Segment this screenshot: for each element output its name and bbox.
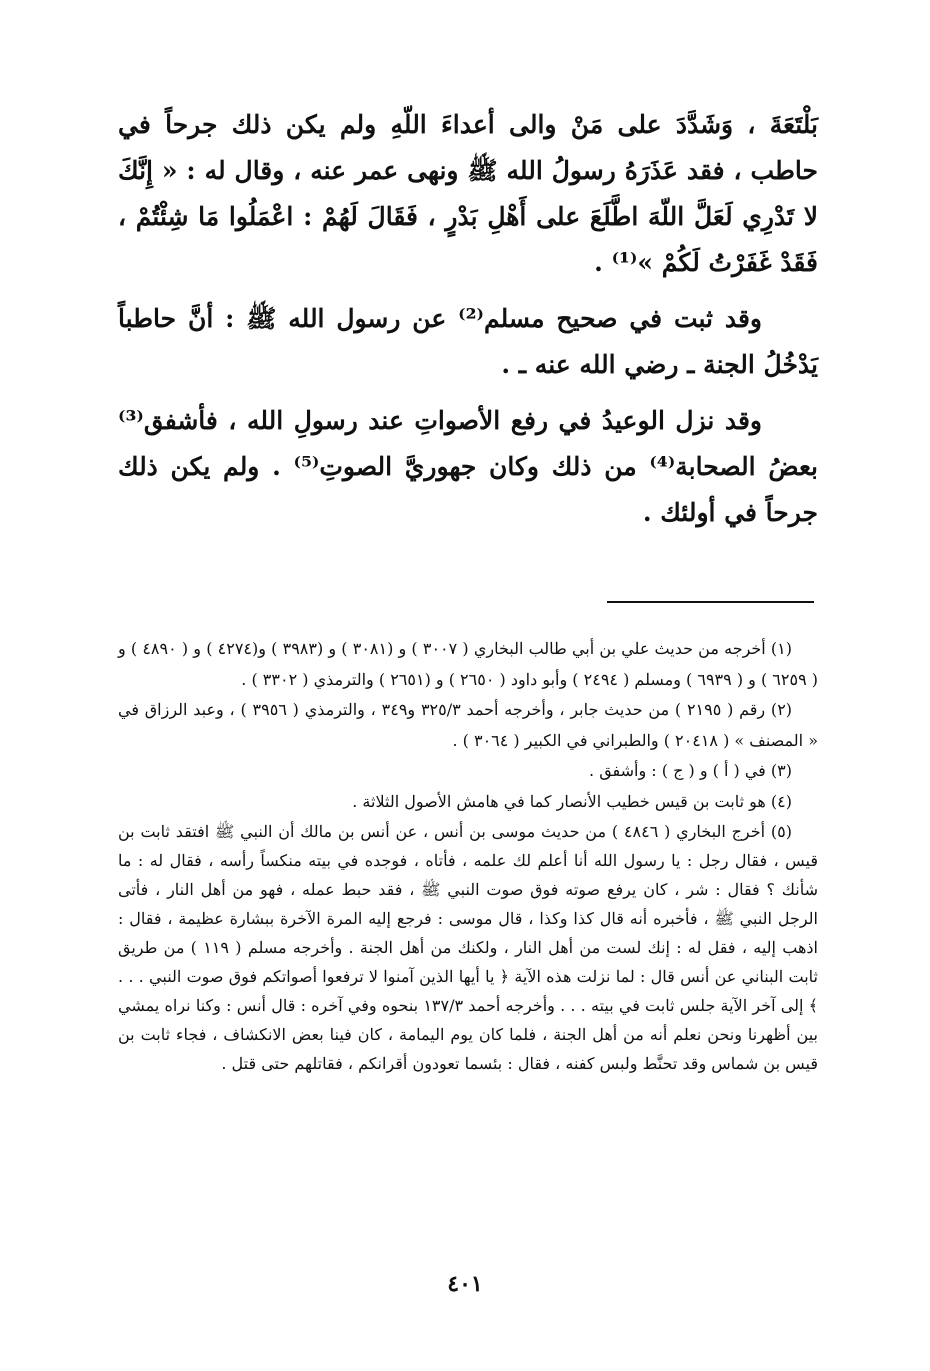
footnote-2: (٢) رقم ( ٢١٩٥ ) من حديث جابر ، وأخرجه أحمد ٣٢٥/٣ و٣٤٩ ، والترمذي ( ٣٩٥٦ ) ، وعبد الرزاق في « المصنف » ( ٢٠٤١٨ ) والطبراني في الكبير ( ٣٠٦٤ ) . (118, 700, 818, 750)
page-number: ٤٠١ (447, 1271, 483, 1297)
footnotes (118, 634, 818, 1078)
paragraph-2: وقد ثبت في صحيح مسلم⁽²⁾ عن رسول الله ﷺ : أنَّ حاطباً يَدْخُلُ الجنة ـ رضي الله عنه ـ . (118, 304, 818, 379)
footnote-divider (607, 601, 814, 603)
footnote-1: (١) أخرجه من حديث علي بن أبي طالب البخاري ( ٣٠٠٧ ) و (٣٠٨١ ) و (٣٩٨٣ ) و(٤٢٧٤ ) و ( ٤٨٩٠ ) و ( ٦٢٥٩ ) و ( ٦٩٣٩ ) ومسلم ( ٢٤٩٤ ) وأبو داود ( ٢٦٥٠ ) و (٢٦٥١ ) والترمذي ( ٣٣٠٢ ) . (118, 639, 818, 689)
main-text (118, 102, 818, 536)
paragraph-1: بَلْتَعَةَ ، وَشَدَّدَ على مَنْ والى أعداءَ اللّهِ ولم يكن ذلك جرحاً في حاطب ، فقد عَذَرَهُ رسولُ الله ﷺ ونهى عمر عنه ، وقال له : « إِنَّكَ لا تَدْرِي لَعَلَّ اللّهَ اطَّلَعَ على أَهْلِ بَدْرٍ ، فَقَالَ لَهُمْ : اعْمَلُوا مَا شِئْتُمْ ، فَقَدْ غَفَرْتُ لَكُمْ »⁽¹⁾ . (118, 110, 818, 277)
footnote-3: (٣) في ( أ ) و ( ج ) : وأشفق . (589, 761, 792, 780)
paragraph-3: وقد نزل الوعيدُ في رفع الأصواتِ عند رسولِ الله ، فأشفق⁽³⁾ بعضُ الصحابة⁽⁴⁾ من ذلك وكان جهوريَّ الصوتِ⁽⁵⁾ . ولم يكن ذلك جرحاً في أولئك . (118, 406, 818, 527)
footnote-4: (٤) هو ثابت بن قيس خطيب الأنصار كما في هامش الأصول الثلاثة . (352, 791, 792, 811)
footnote-5: (٥) أخرج البخاري ( ٤٨٤٦ ) من حديث موسى بن أنس ، عن أنس بن مالك أن النبي ﷺ افتقد ثابت بن قيس ، فقال رجل : يا رسول الله أنا أعلم لك علمه ، فأتاه ، فوجده في بيته منكساً رأسه ، فقال له : ما شأنك ؟ فقال : شر ، كان يرفع صوته فوق صوت النبي ﷺ ، فقد حبط عمله ، فهو من أهل النار ، فأتى الرجل النبي ﷺ ، فأخبره أنه قال كذا وكذا ، قال موسى : فرجع إليه المرة الآخرة ببشارة عظيمة ، فقال : اذهب إليه ، فقل له : إنك لست من أهل النار ، ولكنك من أهل الجنة . وأخرجه مسلم ( ١١٩ ) من طريق ثابت البناني عن أنس قال : لما نزلت هذه الآية ﴿ يا أيها الذين آمنوا لا ترفعوا أصواتكم فوق صوت النبي . . . ﴾ إلى آخر الآية جلس ثابت في بيته . . . وأخرجه أحمد ١٣٧/٣ بنحوه وفي آخره : قال أنس : وكنا نراه يمشي بين أظهرنا ونحن نعلم أنه من أهل الجنة ، فلما كان يوم اليمامة ، كان فينا بعض الانكشاف ، فجاء ثابت بن قيس بن شماس وقد تحنَّط ولبس كفنه ، فقال : بئسما تعودون أقرانكم ، فقاتلهم حتى قتل . (118, 822, 819, 1073)
